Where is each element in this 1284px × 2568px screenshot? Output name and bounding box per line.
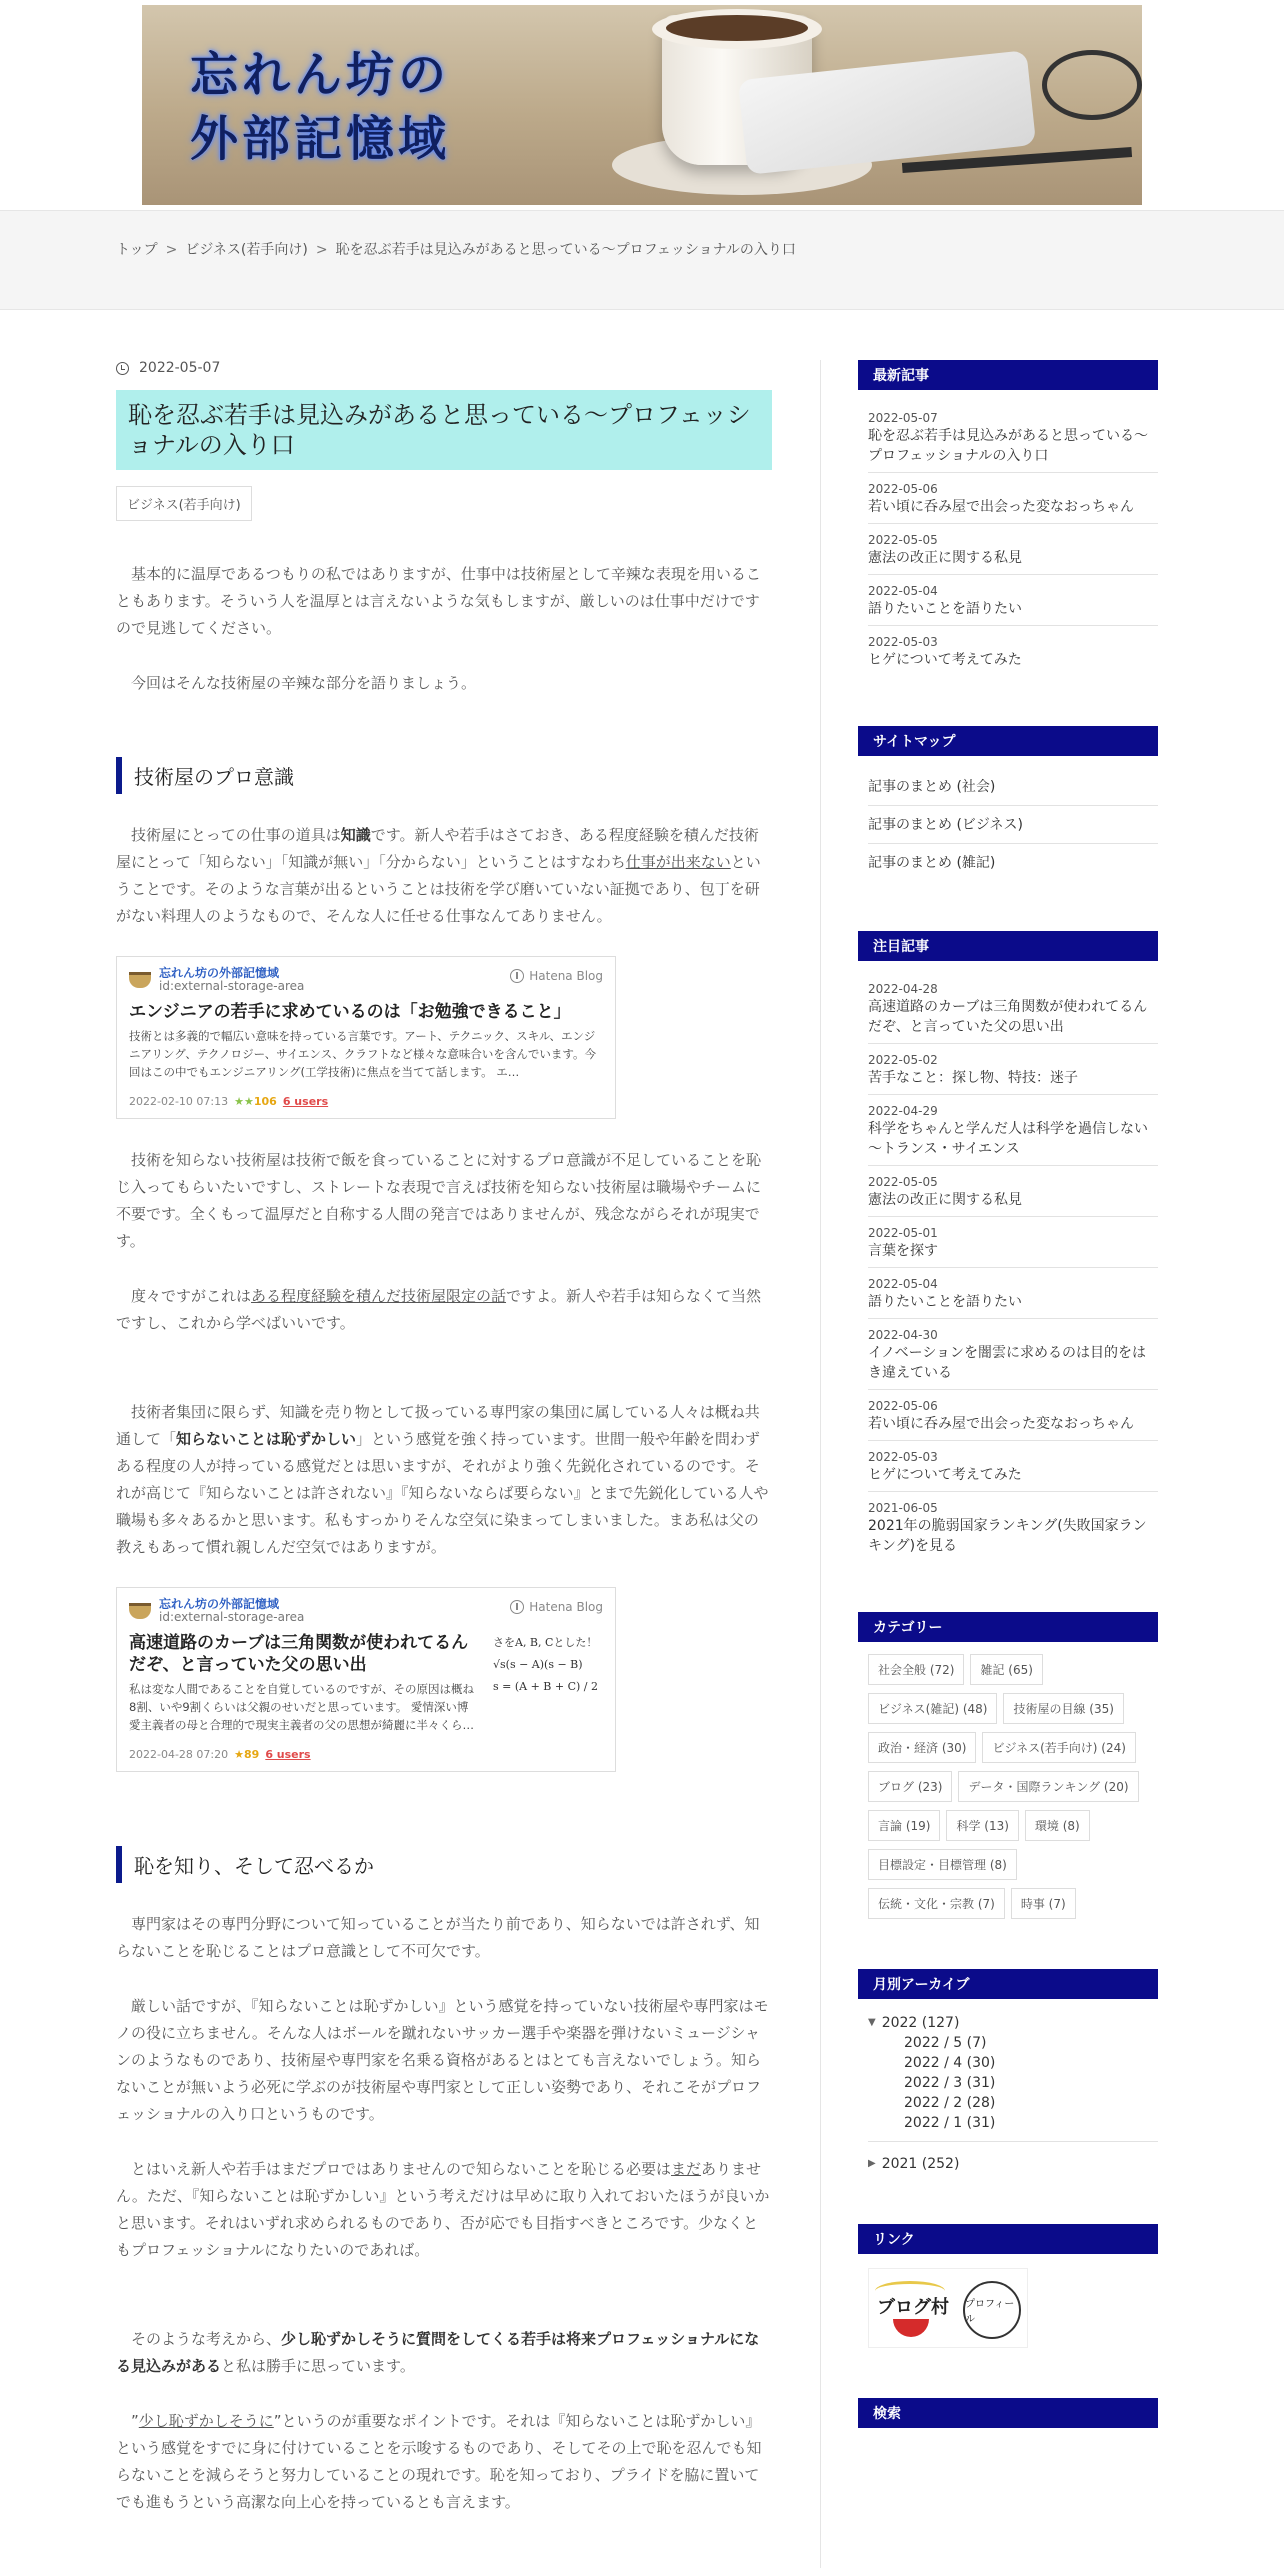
- post-list-date: 2022-04-30: [868, 1328, 938, 1342]
- post-list-item[interactable]: [868, 1441, 1158, 1492]
- sitemap-link[interactable]: 記事のまとめ (雑記): [868, 855, 996, 871]
- underlined-text: ある程度経験を積んだ技術屋限定の話: [251, 1287, 507, 1305]
- paragraph: 技術を知らない技術屋は技術で飯を食っていることに対するプロ意識が不足していることを恥じ入ってもらいたいですし、ストレートな表現で言えば技術を知らない技術屋は職場やチームに不要です。全くもって温厚だと自称する人間の発言ではありませんが、残念ながらそれが現実です。: [116, 1151, 762, 1250]
- archive-month[interactable]: 2022 / 3 (31): [904, 2075, 996, 2091]
- underlined-text: 仕事が出来ない: [625, 853, 731, 871]
- widget-title: リンク: [858, 2224, 1158, 2254]
- embed-site-id: id:external-storage-area: [159, 1610, 305, 1624]
- breadcrumb-band: [0, 210, 1284, 310]
- text: 」という感覚を強く持っています。世間一般や年齢を問わずある程度の人が持っている感覚だとは思いますが、それがより強く先鋭化されているのです。それが高じて『知らないことは許されない』『知らないならば要らない』とまで先鋭化している人や職場も多々あるかと思います。私もすっかりそんな空気に染まってしまいました。まあ私は父の教えもあって慣れ親しんだ空気ではありますが。: [116, 1430, 769, 1556]
- clock-icon: [116, 362, 129, 375]
- category-tag[interactable]: 科学 (13): [946, 1810, 1018, 1841]
- post-list-title[interactable]: 憲法の改正に関する私見: [868, 550, 1022, 566]
- category-tag[interactable]: 時事 (7): [1011, 1888, 1076, 1919]
- breadcrumb-separator: >: [165, 242, 178, 258]
- text: ということです。そのような言葉が出るということは技術を学び磨いていない証拠であり、包丁を研がない料理人のようなもので、そんな人に任せる仕事なんてありません。: [116, 853, 761, 925]
- post-date-row: [116, 360, 772, 376]
- column-divider: [820, 360, 821, 2568]
- thumbnail-text: s = (A + B + C) / 2: [493, 1680, 598, 1693]
- post-list-date: 2022-05-02: [868, 1053, 938, 1067]
- post-list-date: 2022-05-03: [868, 635, 938, 649]
- post-list-title[interactable]: 科学をちゃんと学んだ人は科学を過信しない～トランス・サイエンス: [868, 1121, 1148, 1157]
- profile-circle: [963, 2281, 1021, 2339]
- post-list-title[interactable]: イノベーションを闇雲に求めるのは目的をはき違えている: [868, 1345, 1147, 1381]
- post-list-date: 2022-05-01: [868, 1226, 938, 1240]
- hatena-blog-label: Hatena Blog: [529, 969, 603, 983]
- triangle-down-icon[interactable]: ▼: [868, 2017, 876, 2028]
- post-list-item[interactable]: [868, 1492, 1158, 1562]
- widget-popular-posts: [858, 931, 1168, 1562]
- post-list-title[interactable]: 憲法の改正に関する私見: [868, 1192, 1022, 1208]
- category-tag[interactable]: 言論 (19): [868, 1810, 940, 1841]
- breadcrumb-category[interactable]: ビジネス(若手向け): [185, 242, 308, 258]
- post-list-item[interactable]: [868, 1095, 1158, 1166]
- blog-card-embed[interactable]: [116, 1587, 616, 1772]
- post-list-date: 2022-05-05: [868, 533, 938, 547]
- category-tag[interactable]: ブログ (23): [868, 1771, 952, 1802]
- sidebar: [858, 360, 1168, 2478]
- recent-posts-list: [858, 402, 1168, 676]
- post-list-title[interactable]: ヒゲについて考えてみた: [868, 1467, 1022, 1483]
- text: ありません。ただ、『知らないことは恥ずかしい』という考えだけは早めに取り入れておいたほうが良いかと思います。それはいずれ求められるものであり、否が応でも目指すべきところです。少なくともプロフェッショナルになりたいのであれば。: [116, 2160, 770, 2259]
- widget-archive: [858, 1969, 1168, 2174]
- post-list-date: 2022-05-04: [868, 584, 938, 598]
- text: 技術者集団に限らず、知識を売り物として扱っている専門家の集団に属している人々は概ね共通して「: [116, 1403, 760, 1448]
- banner-profile-text: プロフィール: [965, 2299, 1015, 2325]
- widget-title: 月別アーカイブ: [858, 1969, 1158, 1999]
- hatena-blog-brand: [510, 1600, 603, 1614]
- post-list-date: 2022-04-28: [868, 982, 938, 996]
- text: ”: [131, 2412, 139, 2430]
- paragraph: 基本的に温厚であるつもりの私ではありますが、仕事中は技術屋として辛辣な表現を用いることもあります。そういう人を温厚とは言えないような気もしますが、厳しいのは仕事中だけですので見逃してください。: [116, 565, 761, 637]
- post-list-item[interactable]: [868, 1217, 1158, 1268]
- category-tag[interactable]: 技術屋の目線 (35): [1003, 1693, 1123, 1724]
- breadcrumb: [116, 239, 796, 259]
- paragraph: [116, 822, 772, 930]
- post-list-date: 2022-05-05: [868, 1175, 938, 1189]
- post-list-title[interactable]: 2021年の脆弱国家ランキング(失敗国家ランキング)を見る: [868, 1518, 1147, 1554]
- embed-date: 2022-04-28 07:20: [129, 1748, 229, 1761]
- paragraph: [116, 1399, 772, 1561]
- post-list-date: 2021-06-05: [868, 1501, 938, 1515]
- widget-title: サイトマップ: [858, 726, 1158, 756]
- site-favicon-icon: [129, 1603, 151, 1619]
- post-list-item[interactable]: [868, 473, 1158, 524]
- widget-title: カテゴリー: [858, 1612, 1158, 1642]
- text: ”というのが重要なポイントです。それは『知らないことは恥ずかしい』という感覚をすでに身に付けていることを示唆するものであり、そしてその上で恥を忍んでも知らないことを減らそうと努力していることの現れです。恥を知っており、プライドを脇に置いてでも進もうという高潔な向上心を持っているとも言えます。: [116, 2412, 762, 2511]
- post-list-item[interactable]: [868, 626, 1158, 676]
- banner-logo-text: ブログ村: [877, 2297, 949, 2318]
- text: そのような考えから、: [131, 2330, 282, 2348]
- widget-search: [858, 2398, 1168, 2428]
- post-list-title[interactable]: 語りたいことを語りたい: [868, 601, 1022, 617]
- archive-month[interactable]: 2022 / 2 (28): [904, 2095, 996, 2111]
- post-list-date: 2022-05-07: [868, 411, 938, 425]
- glasses-image: [1042, 50, 1142, 120]
- archive-year[interactable]: [868, 2154, 1158, 2174]
- underlined-text: まだ: [671, 2160, 702, 2178]
- post-list-title[interactable]: 高速道路のカーブは三角関数が使われてるんだぞ、と言っていた父の思い出: [868, 999, 1148, 1035]
- blog-card-embed[interactable]: [116, 956, 616, 1119]
- archive-month[interactable]: 2022 / 4 (30): [904, 2055, 996, 2071]
- category-tag[interactable]: ビジネス(雑記) (48): [868, 1693, 997, 1724]
- article: [116, 360, 772, 2516]
- paragraph: [116, 2326, 772, 2380]
- category-tag[interactable]: 環境 (8): [1025, 1810, 1090, 1841]
- paragraph: [116, 1283, 772, 1337]
- breadcrumb-separator: >: [315, 242, 328, 258]
- embed-thumbnail: [493, 1632, 603, 1698]
- hatena-blog-icon: [510, 969, 524, 983]
- banner-red-icon: [893, 2319, 929, 2337]
- star-count[interactable]: [234, 1748, 259, 1761]
- section-heading: 恥を知り、そして忍べるか: [116, 1846, 772, 1883]
- blogmura-banner[interactable]: [868, 2268, 1028, 2348]
- embed-meta: [129, 1748, 475, 1761]
- bold-text: 少し恥ずかしそうに質問をしてくる若手は将来プロフェッショナルになる見込みがある: [116, 2330, 760, 2375]
- archive-year-label[interactable]: 2022 (127): [881, 2015, 960, 2031]
- header-banner[interactable]: [142, 5, 1142, 205]
- text: ですよ。新人や若手は知らなくて当然ですし、これから学べばいいです。: [116, 1287, 762, 1332]
- post-list-item[interactable]: [868, 1390, 1158, 1441]
- category-list: [858, 1654, 1168, 1919]
- embed-site: [129, 1598, 475, 1624]
- post-list-date: 2022-05-06: [868, 1399, 938, 1413]
- embed-description: 私は変な人間であることを自覚しているのですが、その原因は概ね8割、いや9割くらいは父親のせいだと思っています。 愛情深い博愛主義者の母と合理的で現実主義者の父の思想が綺麗に半々くら…: [129, 1682, 474, 1732]
- category-tag[interactable]: 伝統・文化・宗教 (7): [868, 1888, 1005, 1919]
- thumbnail-text: √s(s − A)(s − B): [493, 1658, 583, 1671]
- hatena-blog-icon: [510, 1600, 524, 1614]
- text: です。新人や若手はさておき、ある程度経験を積んだ技術屋にとって「知らない」「知識が無い」「分からない」ということはすなわち: [116, 826, 759, 871]
- embed-meta: [129, 1095, 603, 1108]
- post-list-title[interactable]: ヒゲについて考えてみた: [868, 652, 1022, 668]
- post-list-item[interactable]: [868, 1319, 1158, 1390]
- widget-recent-posts: [858, 360, 1168, 676]
- post-list-item[interactable]: [868, 575, 1158, 626]
- embed-description: 技術とは多義的で幅広い意味を持っている言葉です。アート、テクニック、スキル、エンジニアリング、テクノロジー、サイエンス、クラフトなど様々な意味合いを含んでいます。今回はこの中でもエンジニアリング(工学技術)に焦点を当てて話します。 エ…: [129, 1029, 597, 1079]
- sitemap-link[interactable]: 記事のまとめ (ビジネス): [868, 817, 1023, 833]
- bookmark-users[interactable]: 6 users: [282, 1095, 329, 1108]
- widget-title: 検索: [858, 2398, 1158, 2428]
- archive-list: [858, 2013, 1168, 2174]
- post-title: 恥を忍ぶ若手は見込みがあると思っている～プロフェッショナルの入り口: [116, 390, 772, 470]
- post-list-date: 2022-05-04: [868, 1277, 938, 1291]
- post-list-title[interactable]: 言葉を探す: [868, 1243, 938, 1259]
- star-number: 89: [244, 1748, 260, 1761]
- widget-sitemap: [858, 726, 1168, 881]
- category-tag[interactable]: データ・国際ランキング (20): [958, 1771, 1138, 1802]
- post-list-date: 2022-05-03: [868, 1450, 938, 1464]
- sitemap-item[interactable]: [868, 806, 1158, 844]
- thumbnail-text: さをA, B, Cとした！: [493, 1636, 598, 1649]
- embed-site-name[interactable]: 忘れん坊の外部記憶域: [159, 966, 280, 980]
- widget-categories: [858, 1612, 1168, 1919]
- embed-title[interactable]: エンジニアの若手に求めているのは「お勉強できること」: [129, 1002, 571, 1022]
- paragraph: 今回はそんな技術屋の辛辣な部分を語りましょう。: [131, 674, 477, 692]
- blog-title-line2: 外部記憶域: [190, 111, 451, 167]
- text: とはいえ新人や若手はまだプロではありませんので知らないことを恥じる必要は: [131, 2160, 672, 2178]
- embed-site-id: id:external-storage-area: [159, 979, 305, 993]
- stars-icon: ★: [234, 1748, 244, 1761]
- embed-site-name[interactable]: 忘れん坊の外部記憶域: [159, 1597, 280, 1611]
- bookmark-users[interactable]: 6 users: [265, 1748, 311, 1761]
- post-list-title[interactable]: 語りたいことを語りたい: [868, 1294, 1022, 1310]
- widget-title: 最新記事: [858, 360, 1158, 390]
- post-list-date: 2022-04-29: [868, 1104, 938, 1118]
- triangle-right-icon[interactable]: ▶: [868, 2158, 876, 2169]
- paragraph: [116, 2408, 772, 2516]
- archive-year[interactable]: [868, 2013, 1158, 2033]
- post-list-item[interactable]: [868, 402, 1158, 473]
- coffee-image: [666, 15, 808, 41]
- sitemap-item[interactable]: [868, 768, 1158, 806]
- stars-icon: ★★: [234, 1095, 254, 1108]
- blog-title: [190, 43, 450, 171]
- archive-month[interactable]: 2022 / 1 (31): [904, 2115, 996, 2131]
- widget-title: 注目記事: [858, 931, 1158, 961]
- section-heading: 技術屋のプロ意識: [116, 757, 772, 794]
- blog-title-line1: 忘れん坊の: [190, 47, 451, 103]
- sitemap-link[interactable]: 記事のまとめ (社会): [868, 779, 996, 795]
- post-date: 2022-05-07: [139, 360, 221, 376]
- category-tag[interactable]: 雑記 (65): [970, 1654, 1042, 1685]
- hatena-blog-brand: [510, 969, 603, 983]
- popular-posts-list: [858, 973, 1168, 1562]
- paragraph: 専門家はその専門分野について知っていることが当たり前であり、知らないでは許されず、知らないことを恥じることはプロ意識として不可欠です。: [116, 1915, 760, 1960]
- category-tag[interactable]: 目標設定・目標管理 (8): [868, 1849, 1017, 1880]
- star-count[interactable]: [234, 1095, 277, 1108]
- post-list-date: 2022-05-06: [868, 482, 938, 496]
- post-list-title[interactable]: 若い頃に呑み屋で出会った変なおっちゃん: [868, 1416, 1134, 1432]
- post-list-item[interactable]: [868, 1268, 1158, 1319]
- paragraph: [116, 2156, 772, 2264]
- breadcrumb-top[interactable]: トップ: [116, 242, 158, 258]
- post-category-tag[interactable]: ビジネス(若手向け): [116, 486, 252, 521]
- embed-date: 2022-02-10 07:13: [129, 1095, 229, 1108]
- category-tag[interactable]: ビジネス(若手向け) (24): [982, 1732, 1135, 1763]
- post-list-item[interactable]: [868, 1166, 1158, 1217]
- hatena-blog-label: Hatena Blog: [529, 1600, 603, 1614]
- post-list-item[interactable]: [868, 524, 1158, 575]
- post-list-title[interactable]: 恥を忍ぶ若手は見込みがあると思っている～プロフェッショナルの入り口: [868, 428, 1148, 464]
- category-tag[interactable]: 社会全般 (72): [868, 1654, 964, 1685]
- site-favicon-icon: [129, 972, 151, 988]
- archive-months: [868, 2033, 1158, 2133]
- post-list-title[interactable]: 若い頃に呑み屋で出会った変なおっちゃん: [868, 499, 1134, 515]
- widget-links: [858, 2224, 1168, 2348]
- embed-title[interactable]: 高速道路のカーブは三角関数が使われてるんだぞ、と言っていた父の思い出: [129, 1633, 469, 1675]
- bold-text: 知らないことは恥ずかしい: [176, 1430, 357, 1448]
- text: と私は勝手に思っています。: [221, 2357, 415, 2375]
- sitemap-item[interactable]: [868, 844, 1158, 881]
- post-list-item[interactable]: [868, 973, 1158, 1044]
- post-list-item[interactable]: [868, 1044, 1158, 1095]
- archive-month[interactable]: 2022 / 5 (7): [904, 2035, 987, 2051]
- star-number: 106: [253, 1095, 277, 1108]
- underlined-text: 少し恥ずかしそうに: [138, 2412, 274, 2430]
- archive-year-label[interactable]: 2021 (252): [881, 2156, 960, 2172]
- sitemap-list: [858, 768, 1168, 881]
- bold-text: 知識: [340, 826, 371, 844]
- text: 技術屋にとっての仕事の道具は: [131, 826, 341, 844]
- text: 度々ですがこれは: [131, 1287, 252, 1305]
- category-tag[interactable]: 政治・経済 (30): [868, 1732, 976, 1763]
- breadcrumb-current: 恥を忍ぶ若手は見込みがあると思っている～プロフェッショナルの入り口: [335, 242, 796, 258]
- paragraph: 厳しい話ですが、『知らないことは恥ずかしい』という感覚を持っていない技術屋や専門家はモノの役に立ちません。そんな人はボールを蹴れないサッカー選手や楽器を弾けないミュージシャンのようなものであり、技術屋や専門家を名乗る資格があるとはとても言えないでしょう。知らないことが無いよう必死に学ぶのが技術屋や専門家として正しい姿勢であり、それこそがプロフェッショナルの入り口というものです。: [116, 1997, 769, 2123]
- divider: [868, 2141, 1158, 2142]
- post-list-title[interactable]: 苦手なこと：探し物、特技：迷子: [868, 1070, 1078, 1086]
